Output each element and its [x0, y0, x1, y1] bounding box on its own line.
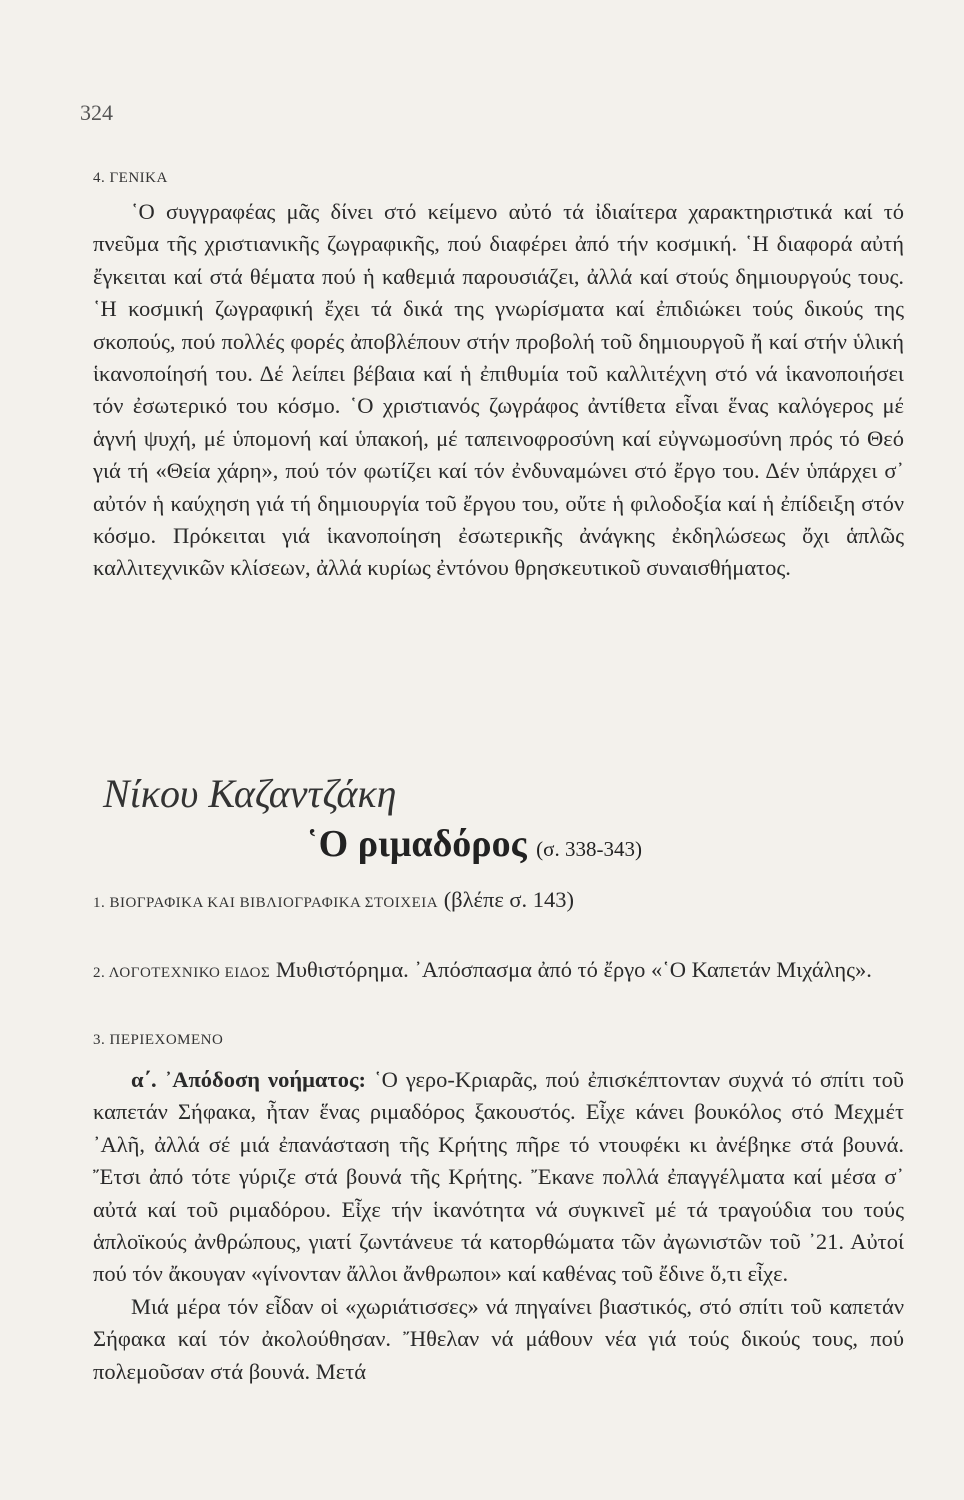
section-bio: [93, 884, 904, 916]
page-number: 324: [80, 100, 113, 125]
section-genre: [93, 954, 904, 986]
section-genre-heading: 2. ΛΟΓΟΤΕΧΝΙΚΟ ΕΙΔΟΣ: [93, 965, 271, 981]
author-name: Νίκου Καζαντζάκη: [103, 771, 397, 816]
section-content-body: [93, 1064, 904, 1388]
section-bio-ref: (βλέπε σ. 143): [443, 887, 575, 912]
section-general-body: [93, 196, 904, 585]
section-content-paragraph-2: Μιά μέρα τόν εἶδαν οἱ «χωριάτισσες» νά πηγαίνει βιαστικός, στό σπίτι τοῦ καπετάν Σήφακα καί τόν ἀκολούθησαν. Ἤθελαν νά μάθουν νέα γιά τούς δικούς τους, πού πολεμοῦσαν στά βουνά. Μετά: [93, 1293, 904, 1384]
section-genre-text: Μυθιστόρημα. ᾿Απόσπασμα ἀπό τό ἔργο «῾Ο Καπετάν Μιχάλης».: [275, 957, 872, 982]
section-content-subheading: α΄. ᾿Απόδοση νοήματος:: [131, 1067, 367, 1092]
work-pages: (σ. 338-343): [536, 837, 642, 861]
section-content-paragraph-1: [93, 1064, 904, 1291]
work-title-line: [306, 822, 642, 866]
work-title: ῾Ο ριμαδόρος: [306, 823, 527, 865]
section-content-paragraph-1-text: ῾Ο γερο-Κριαρᾶς, πού ἐπισκέπτονταν συχνά τό σπίτι τοῦ καπετάν Σήφακα, ἦταν ἕνας ριμαδόρος ξακουστός. Εἶχε κάνει βουκόλος στό Μεχμέτ ᾿Αλῆ, ἀλλά σέ μιά ἐπανάσταση τῆς Κρήτης πῆρε τό ντουφέκι κι ἀνέβηκε στά βουνά. Ἔτσι ἀπό τότε γύριζε στά βουνά τῆς Κρήτης. Ἔκανε πολλά ἐπαγγέλματα καί μέσα σ᾽ αὐτά καί τοῦ ριμαδόρου. Εἶχε τήν ἱκανότητα νά συγκινεῖ μέ τά τραγούδια του τούς ἁπλοϊκούς ἀνθρώπους, γιατί ζωντάνευε τά κατορθώματα τῶν ἀγωνιστῶν τοῦ ᾿21. Αὐτοί πού τόν ἄκουγαν «γίνονταν ἄλλοι ἄνθρωποι» καί καθένας τοῦ ἔδινε ὅ,τι εἶχε.: [93, 1067, 905, 1287]
section-bio-heading: 1. ΒΙΟΓΡΑΦΙΚΑ ΚΑΙ ΒΙΒΛΙΟΓΡΑΦΙΚΑ ΣΤΟΙΧΕΙΑ: [93, 895, 439, 911]
section-general-heading: 4. ΓΕΝΙΚΑ: [93, 170, 168, 186]
section-content-heading: 3. ΠΕΡΙΕΧΟΜΕΝΟ: [93, 1032, 224, 1048]
section-general-text: ῾Ο συγγραφέας μᾶς δίνει στό κείμενο αὐτό τά ἰδιαίτερα χαρακτηριστικά καί τό πνεῦμα τῆς χριστιανικῆς ζωγραφικῆς, πού διαφέρει ἀπό τήν κοσμική. ῾Η διαφορά αὐτή ἔγκειται καί στά θέματα πού ἡ καθεμιά παρουσιάζει, ἀλλά καί στούς δημιουργούς τους. ῾Η κοσμική ζωγραφική ἔχει τά δικά της γνωρίσματα καί ἐπιδιώκει τούς δικούς της σκοπούς, πού πολλές φορές ἀποβλέπουν στήν προβολή τοῦ δημιουργοῦ ἤ καί στήν ὑλική ἱκανοποίησή του. Δέ λείπει βέβαια καί ἡ ἐπιθυμία τοῦ καλλιτέχνη στό νά ἱκανοποιήσει τόν ἐσωτερικό του κόσμο. ῾Ο χριστιανός ζωγράφος ἀντίθετα εἶναι ἕνας καλόγερος μέ ἁγνή ψυχή, μέ ὑπομονή καί ὑπακοή, μέ ταπεινοφροσύνη καί εὐγνωμοσύνη πρός τό Θεό γιά τή «Θεία χάρη», πού τόν φωτίζει καί τόν ἐνδυναμώνει στό ἔργο του. Δέν ὑπάρχει σ᾽ αὐτόν ἡ καύχηση γιά τή δημιουργία τοῦ ἔργου του, οὔτε ἡ φιλοδοξία καί ἡ ἐπίδειξη στόν κόσμο. Πρόκειται γιά ἱκανοποίηση ἐσωτερικῆς ἀνάγκης ἐκδηλώσεως ὄχι ἁπλῶς καλλιτεχνικῶν κλίσεων, ἀλλά κυρίως ἐντόνου θρησκευτικοῦ συναισθήματος.: [93, 199, 904, 581]
